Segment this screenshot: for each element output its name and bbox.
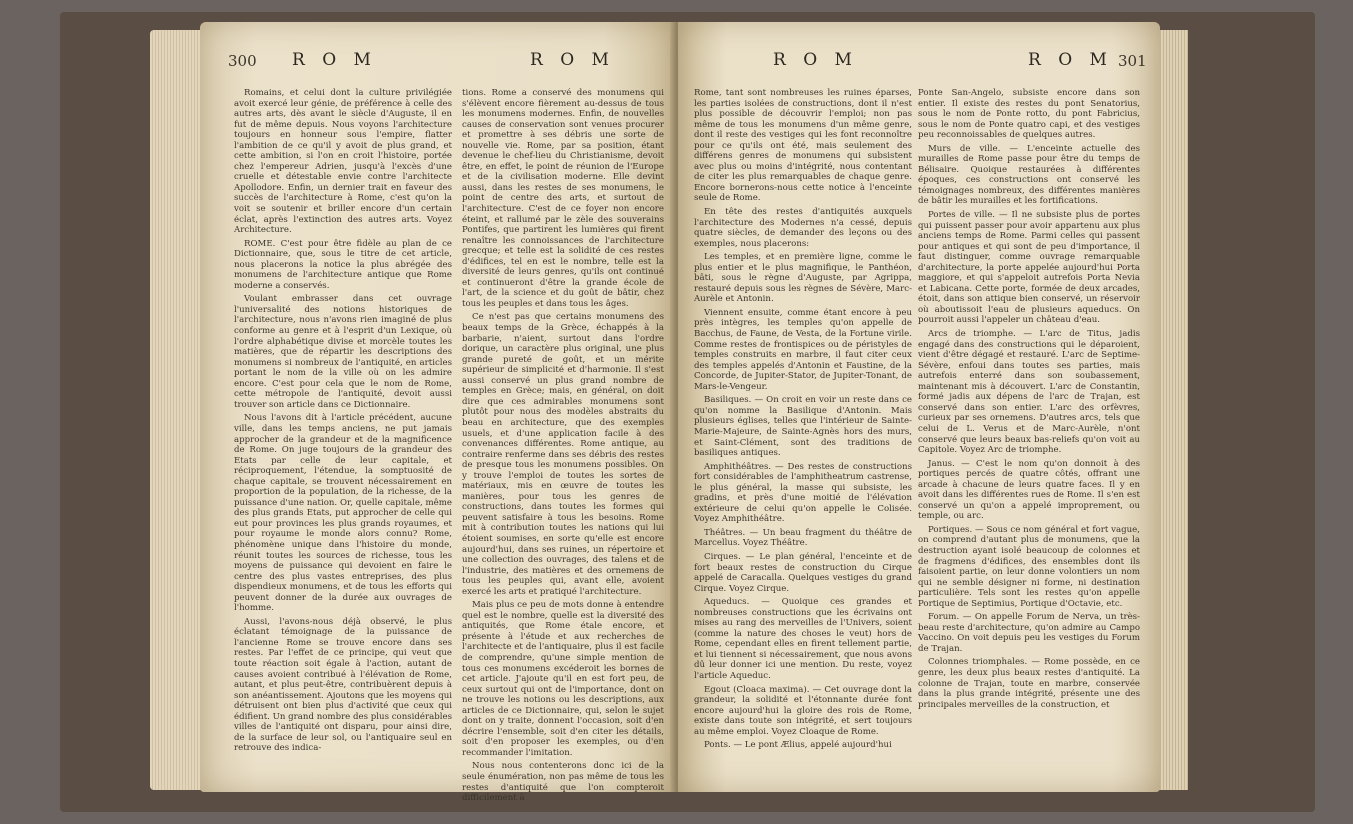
paragraph: Forum. — On appelle Forum de Nerva, un très-beau reste d'architecture, qu'on admire au Campo Vaccino. On voit depuis peu les vestiges du Forum de Trajan. [918, 612, 1140, 654]
right-page [678, 22, 1160, 792]
paragraph: Théâtres. — Un beau fragment du théâtre de Marcellus. Voyez Théâtre. [694, 527, 912, 549]
paragraph: ROME. C'est pour être fidèle au plan de ce Dictionnaire, que, sous le titre de cet article, nous placerons la notice la plus abrégée des monumens de l'architecture antique que Rome moderne a conservés. [234, 238, 452, 291]
paragraph: Nous nous contenterons donc ici de la seule énumération, non pas même de tous les restes d'antiquité que l'on compteroit difficilement à [462, 761, 664, 804]
running-head: R O M [530, 50, 615, 70]
text-column [234, 88, 452, 778]
paragraph: Nous l'avons dit à l'article précédent, aucune ville, dans les temps anciens, ne put jamais approcher de la grandeur et de la magnificence de Rome. On juge toujours de la grandeur des Etats par celle de leur capitale, et réciproquement, l'étendue, la somptuosité de chaque capitale, se trouvent nécessairement en proportion de la population, de la richesse, de la puissance d'une nation. Or, quelle capitale, même des plus grands Etats, put approcher de celle qui eut pour provinces les plus grands royaumes, et pour royaume le monde alors connu? Rome, phénomène unique dans l'histoire du monde, réunit toutes les sources de richesse, tous les moyens de puissance qui devoient en faire le centre des plus vastes entreprises, des plus dispendieux monumens, et de tous les efforts qui peuvent donner de la durée aux ouvrages de l'homme. [234, 413, 452, 614]
paragraph: Egout (Cloaca maxima). — Cet ouvrage dont la grandeur, la solidité et l'étonnante durée font encore aujourd'hui la gloire des rois de Rome, existe dans toute son intégrité, et sert toujours au même emploi. Voyez Cloaque de Rome. [694, 684, 912, 737]
paragraph: Ponte San-Angelo, subsiste encore dans son entier. Il existe des restes du pont Senatorius, sous le nom de Ponte rotto, du pont Fabricius, sous le nom de Ponte quatro capi, et des vestiges peu reconnoissables de quelques autres. [918, 88, 1140, 141]
paragraph: tions. Rome a conservé des monumens qui s'élèvent encore fièrement au-dessus de tous les monumens modernes. Enfin, de nouvelles causes de conservation sont venues procurer et promettre à ses débris une sorte de nouvelle vie. Rome, par sa position, étant devenue le chef-lieu du Christianisme, devoit être, en effet, le point de réunion de l'Europe et de la civilisation moderne. Elle devint aussi, dans les restes de ses monumens, le point de centre des arts, et surtout de l'architecture. C'est de ce foyer non encore éteint, et rallumé par le zèle des souverains Pontifes, que partirent les lumières qui firent renaître les connoissances de l'architecture grecque; et telle est la solidité de ces restes d'édifices, tel en est le nombre, telle est la diversité de leurs genres, qu'ils ont continué et continueront d'être la grande école de l'art, de la science et du goût de bâtir, chez tous les peuples et dans tous les âges. [462, 88, 664, 309]
paragraph: Ce n'est pas que certains monumens des beaux temps de la Grèce, échappés à la barbarie, n'aient, surtout dans l'ordre dorique, un caractère plus original, une plus grande pureté de goût, et un mérite supérieur de simplicité et d'harmonie. Il s'est aussi conservé un plus grand nombre de temples en Grèce; mais, en général, on doit dire que ces admirables monumens sont plutôt pour nous des modèles abstraits du beau en architecture, que des exemples usuels, et d'une application facile à des convenances différentes. Rome antique, au contraire renferme dans ses débris des restes de presque tous les monumens possibles. On y trouve l'emploi de toutes les sortes de matériaux, mis en œuvre de toutes les manières, pour tous les genres de constructions, dans toutes les formes qui peuvent satisfaire à tous les besoins. Rome mit à contribution toutes les nations qui lui étoient soumises, en sorte qu'elle est encore aujourd'hui, dans ses ruines, un répertoire et une collection des ouvrages, des talens et de l'industrie, des matières et des ornemens de tous les peuples qui, avant elle, avoient exercé les arts et pratiqué l'architecture. [462, 312, 664, 597]
paragraph: Aqueducs. — Quoique ces grandes et nombreuses constructions que les écrivains ont mises au rang des merveilles de l'Univers, soient (comme la nature des choses le veut) hors de Rome, cependant elles en firent tellement partie, et lui tiennent si nécessairement, que nous avons dû leur donner ici une mention. Du reste, voyez l'article Aqueduc. [694, 597, 912, 681]
text-column [462, 88, 664, 804]
left-page [200, 22, 675, 804]
paragraph: Murs de ville. — L'enceinte actuelle des murailles de Rome passe pour être du temps de Bélisaire. Quoique restaurées à différentes époques, ces constructions ont conservé les témoignages nombreux, des différentes manières de bâtir les murailles et les fortifications. [918, 143, 1140, 207]
paragraph: Mais plus ce peu de mots donne à entendre quel est le nombre, quelle est la diversité des antiquités, que Rome étale encore, et présente à l'étude et aux recherches de l'architecte et de l'antiquaire, plus il est facile de comprendre, qu'une simple mention de tous ces monumens excéderoit les bornes de cet article. J'ajoute qu'il en est fort peu, de ceux surtout qui ont de l'importance, dont on ne trouve les notions ou les descriptions, aux articles de ce Dictionnaire, qui, selon le sujet dont on y traite, donnent l'occasion, soit d'en décrire l'ensemble, soit d'en citer les détails, soit d'en proposer les exemples, ou d'en recommander l'imitation. [462, 600, 664, 758]
running-head: R O M [773, 50, 858, 70]
left-page-header [200, 50, 675, 76]
paragraph: Viennent ensuite, comme étant encore à peu près intègres, les temples qu'on appelle de Bacchus, de Faune, de Vesta, de la Fortune virile. Comme restes de frontispices ou de péristyles de temples construits en marbre, il faut citer ceux des temples appelés d'Antonin et Faustine, de la Concorde, de Jupiter-Stator, de Jupiter-Tonant, de Mars-le-Vengeur. [694, 307, 912, 392]
page-number: 300 [228, 52, 257, 70]
paragraph: Janus. — C'est le nom qu'on donnoit à des portiques percés de quatre côtés, offrant une arcade à chacune de leurs quatre faces. Il y en avoit dans les différentes rues de Rome. Il s'en est conservé un qu'on a appelé improprement, ou temple, ou arc. [918, 458, 1140, 522]
paragraph: Rome, tant sont nombreuses les ruines éparses, les parties isolées de constructions, dont il n'est plus possible de découvrir l'emploi; non pas même de tous les monumens d'un même genre, dont il reste des vestiges qui les font reconnoître pour ce qu'ils ont été, mais seulement des différens genres de monumens qui subsistent avec plus ou moins d'intégrité, nous contentant de citer les plus remarquables de chaque genre. Encore bornerons-nous cette notice à l'enceinte seule de Rome. [694, 88, 912, 204]
paragraph: En tête des restes d'antiquités auxquels l'architecture des Modernes n'a cessé, depuis quatre siècles, de demander des leçons ou des exemples, nous placerons: [694, 207, 912, 249]
paragraph: Portiques. — Sous ce nom général et fort vague, on comprend d'autant plus de monumens, que la destruction ayant isolé beaucoup de colonnes et de fragmens d'édifices, des ensembles dont ils faisoient partie, on leur donne volontiers un nom qui ne semble désigner ni forme, ni destination particulière. Tels sont les restes qu'on appelle Portique de Septimius, Portique d'Octavie, etc. [918, 524, 1140, 609]
right-page-edges [1158, 30, 1188, 790]
left-page-edges [150, 30, 202, 790]
paragraph: Portes de ville. — Il ne subsiste plus de portes qui puissent passer pour avoir appartenu aux plus anciens temps de Rome. Parmi celles qui passent pour antiques et qui sont de peu d'importance, il faut distinguer, comme ouvrage remarquable d'architecture, la porte appelée aujourd'hui Porta maggiore, et qui s'appeloit autrefois Porta Nevia et Labicana. Cette porte, formée de deux arcades, étoit, dans son attique bien conservé, un réservoir où aboutissoit l'eau de plusieurs aqueducs. On pourroit aussi l'appeler un château d'eau. [918, 210, 1140, 326]
running-head: R O M [292, 50, 377, 70]
right-page-header [678, 50, 1160, 76]
paragraph: Cirques. — Le plan général, l'enceinte et de fort beaux restes de construction du Cirque appelé de Caracalla. Quelques vestiges du grand Cirque. Voyez Cirque. [694, 551, 912, 594]
paragraph: Arcs de triomphe. — L'arc de Titus, jadis engagé dans des constructions qui le déparoient, vient d'être dégagé et restauré. L'arc de Septime-Sévère, enfoui dans toutes ses parties, mais autrefois enterré dans son soubassement, maintenant mis à découvert. L'arc de Constantin, formé jadis aux dépens de l'arc de Trajan, est conservé dans son entier. L'arc des orfèvres, curieux par ses ornemens. D'autres arcs, tels que celui de L. Verus et de Marc-Aurèle, n'ont conservé que leurs beaux bas-reliefs qu'on voit au Capitole. Voyez Arc de triomphe. [918, 329, 1140, 456]
paragraph: Voulant embrasser dans cet ouvrage l'universalité des notions historiques de l'architecture, nous n'avons rien imaginé de plus conforme au genre et à l'esprit d'un Lexique, où l'ordre alphabétique divise et morcèle toutes les matières, que de répartir les descriptions des monumens si nombreux de l'antiquité, en articles portant le nom de la ville où on les admire encore. C'est pour cela que le nom de Rome, cette métropole de l'antiquité, devoit aussi trouver son article dans ce Dictionnaire. [234, 294, 452, 410]
paragraph: Colonnes triomphales. — Rome possède, en ce genre, les deux plus beaux restes d'antiquité. La colonne de Trajan, toute en marbre, conservée dans la plus grande intégrité, présente une des principales merveilles de la construction, et [918, 657, 1140, 710]
paragraph: Romains, et celui dont la culture privilégiée avoit exercé leur génie, de préférence à celle des autres arts, dès avant le siècle d'Auguste, il en fut de même depuis. Nous voyons l'architecture toujours en honneur sous l'empire, flatter l'ambition de ce qu'il y avoit de plus grand, et cette ambition, si l'on en croit l'histoire, portée chez l'empereur Adrien, jusqu'à l'excès d'une cruelle et détestable envie contre l'architecte Apollodore. Enfin, un dernier trait en faveur des succès de l'architecture à Rome, c'est qu'on la voit se soutenir et briller encore d'un certain éclat, après l'extinction des autres arts. Voyez Architecture. [234, 88, 452, 236]
text-column [694, 88, 912, 778]
page-number: 301 [1118, 52, 1147, 70]
text-column [918, 88, 1140, 778]
running-head: R O M [1028, 50, 1113, 70]
paragraph: Les temples, et en première ligne, comme le plus entier et le plus magnifique, le Panthéon, bâti, sous le règne d'Auguste, par Agrippa, restauré depuis sous les règnes de Sévère, Marc-Aurèle et Antonin. [694, 252, 912, 305]
paragraph: Amphithéâtres. — Des restes de constructions fort considérables de l'amphitheatrum castrense, le plus général, la masse qui subsiste, les gradins, et près d'une moitié de l'élévation extérieure de celui qu'on appelle le Colisée. Voyez Amphithéâtre. [694, 461, 912, 525]
paragraph: Ponts. — Le pont Ælius, appelé aujourd'hui [704, 740, 892, 751]
paragraph: Basiliques. — On croit en voir un reste dans ce qu'on nomme la Basilique d'Antonin. Mais plusieurs églises, telles que l'intérieur de Sainte-Marie-Majeure, de Sainte-Agnès hors des murs, et Saint-Clément, sont des traditions de basiliques antiques. [694, 395, 912, 459]
paragraph: Aussi, l'avons-nous déjà observé, le plus éclatant témoignage de la puissance de l'ancienne Rome se trouve encore dans ses restes. Par l'effet de ce principe, qui veut que toute réaction soit égale à l'action, autant de causes avoient contribué à l'élévation de Rome, autant, et plus peut-être, contribuèrent depuis à son anéantissement. Ajoutons que les moyens qui détruisent ont bien plus d'activité que ceux qui édifient. Un grand nombre des plus considérables villes de l'antiquité ont disparu, pour ainsi dire, de la surface de leur sol, ou l'antiquaire seul en retrouve des indica- [234, 616, 452, 754]
